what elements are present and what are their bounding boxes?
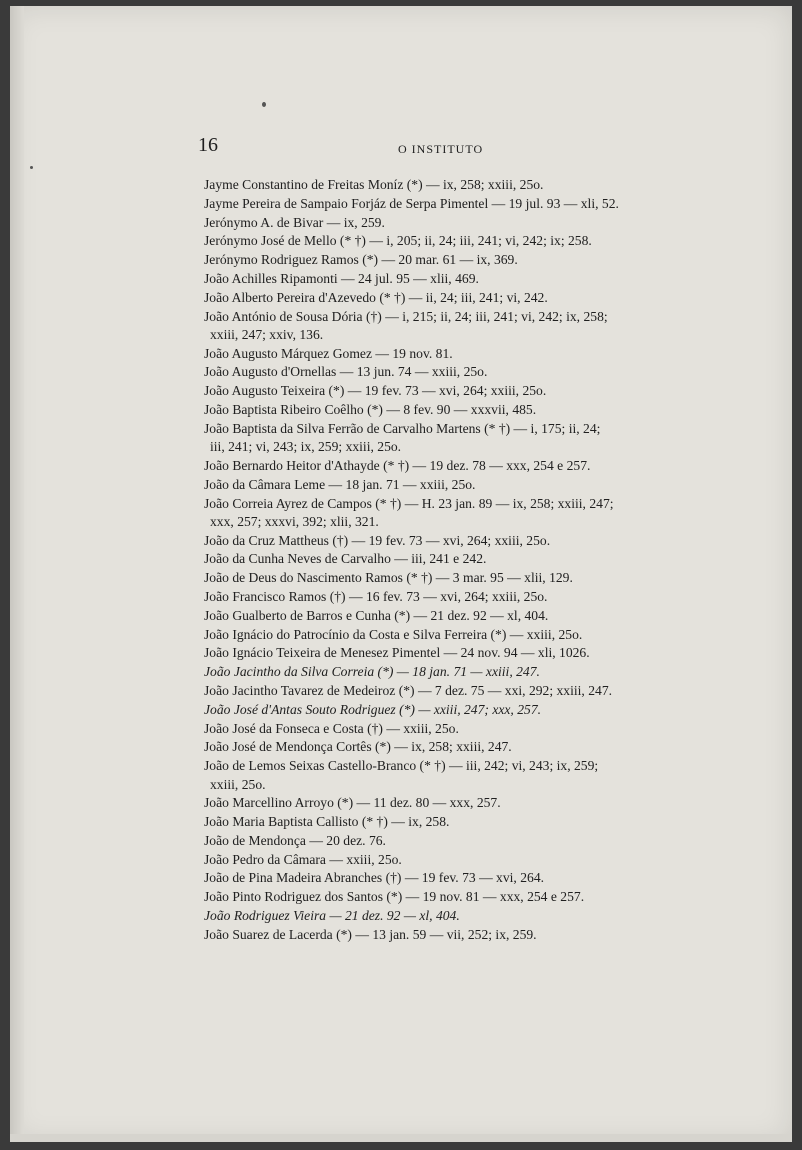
index-entry [204, 308, 694, 345]
index-entry [204, 550, 694, 568]
index-entry-text: Jerónymo A. de Bivar — ix, 259. [204, 214, 385, 230]
index-entry [204, 644, 694, 662]
index-entry-text: João José da Fonseca e Costa (†) — xxiii, 25o. [204, 720, 459, 736]
index-entry [204, 813, 694, 831]
index-entry [204, 195, 694, 213]
index-entry-list [204, 176, 694, 945]
index-entry-text: João Achilles Ripamonti — 24 jul. 95 — xlii, 469. [204, 270, 479, 286]
index-entry [204, 457, 694, 475]
index-entry-text: João José d'Antas Souto Rodriguez (*) — xxiii, 247; xxx, 257. [204, 701, 542, 717]
index-entry-text: João Rodriguez Vieira — 21 dez. 92 — xl, 404. [204, 908, 460, 924]
index-entry-text: João Augusto d'Ornellas — 13 jun. 74 — xxiii, 25o. [204, 364, 488, 380]
index-entry [204, 907, 694, 925]
running-head: O INSTITUTO [398, 142, 484, 156]
index-entry [204, 382, 694, 400]
index-entry-text: João Augusto Márquez Gomez — 19 nov. 81. [204, 345, 453, 361]
page-number: 16 [198, 134, 218, 156]
index-entry-text: João Maria Baptista Callisto (* †) — ix, 258. [204, 814, 450, 830]
index-entry [204, 794, 694, 812]
index-entry-text: Jerónymo José de Mello (* †) — i, 205; ii, 24; iii, 241; vi, 242; ix; 258. [204, 233, 592, 249]
index-entry [204, 232, 694, 250]
index-entry-text: João Jacintho da Silva Correia (*) — 18 jan. 71 — xxiii, 247. [204, 664, 540, 680]
index-entry [204, 420, 694, 457]
index-entry-continuation: xxx, 257; xxxvi, 392; xlii, 321. [210, 513, 379, 529]
index-entry [204, 888, 694, 906]
index-entry [204, 345, 694, 363]
index-entry-continuation: xxiii, 247; xxiv, 136. [210, 326, 324, 342]
index-entry [204, 720, 694, 738]
index-entry [204, 289, 694, 307]
index-entry-text: João Baptista Ribeiro Coêlho (*) — 8 fev. 90 — xxxvii, 485. [204, 402, 537, 418]
index-entry-text: João Augusto Teixeira (*) — 19 fev. 73 — xvi, 264; xxiii, 25o. [204, 383, 547, 399]
index-entry [204, 926, 694, 944]
index-entry [204, 757, 694, 794]
index-entry [204, 663, 694, 681]
index-entry [204, 832, 694, 850]
index-entry-text: João Jacintho Tavarez de Medeiroz (*) — 7 dez. 75 — xxi, 292; xxiii, 247. [204, 683, 613, 699]
page-bottom-edge [10, 1134, 792, 1142]
index-entry-text: Jayme Pereira de Sampaio Forjáz de Serpa Pimentel — 19 jul. 93 — xli, 52. [204, 195, 619, 211]
index-entry-text: João Correia Ayrez de Campos (* †) — H. 23 jan. 89 — ix, 258; xxiii, 247; [204, 495, 614, 511]
index-entry-continuation: xxiii, 25o. [210, 776, 266, 792]
index-entry [204, 214, 694, 232]
index-entry [204, 495, 694, 532]
index-entry [204, 476, 694, 494]
index-entry [204, 569, 694, 587]
page-edge [10, 6, 24, 1142]
index-entry [204, 270, 694, 288]
index-entry-text: João Marcellino Arroyo (*) — 11 dez. 80 — xxx, 257. [204, 795, 501, 811]
index-entry-text: João António de Sousa Dória (†) — i, 215; ii, 24; iii, 241; vi, 242; ix, 258; [204, 308, 608, 324]
index-entry-text: João Suarez de Lacerda (*) — 13 jan. 59 — vii, 252; ix, 259. [204, 926, 537, 942]
index-entry-text: João José de Mendonça Cortês (*) — ix, 258; xxiii, 247. [204, 739, 512, 755]
index-entry-text: João Gualberto de Barros e Cunha (*) — 21 dez. 92 — xl, 404. [204, 607, 549, 623]
index-entry-text: João de Lemos Seixas Castello-Branco (* †) — iii, 242; vi, 243; ix, 259; [204, 758, 599, 774]
index-entry-text: João Alberto Pereira d'Azevedo (* †) — ii, 24; iii, 241; vi, 242. [204, 289, 548, 305]
index-entry-text: João Bernardo Heitor d'Athayde (* †) — 19 dez. 78 — xxx, 254 e 257. [204, 457, 591, 473]
index-entry-text: Jerónymo Rodriguez Ramos (*) — 20 mar. 61 — ix, 369. [204, 252, 518, 268]
index-entry [204, 532, 694, 550]
index-entry [204, 626, 694, 644]
index-entry-text: João de Mendonça — 20 dez. 76. [204, 832, 386, 848]
paper-speck [262, 102, 266, 107]
index-entry [204, 588, 694, 606]
index-entry [204, 176, 694, 194]
document-page [10, 6, 792, 1142]
index-entry-text: Jayme Constantino de Freitas Moníz (*) — ix, 258; xxiii, 25o. [204, 177, 544, 192]
index-entry-text: João Pinto Rodriguez dos Santos (*) — 19 nov. 81 — xxx, 254 e 257. [204, 889, 585, 905]
index-entry-text: João de Deus do Nascimento Ramos (* †) — 3 mar. 95 — xlii, 129. [204, 570, 573, 586]
index-entry-text: João Francisco Ramos (†) — 16 fev. 73 — xvi, 264; xxiii, 25o. [204, 589, 548, 605]
index-entry-text: João Ignácio do Patrocínio da Costa e Silva Ferreira (*) — xxiii, 25o. [204, 626, 583, 642]
index-entry-text: João da Cunha Neves de Carvalho — iii, 241 e 242. [204, 551, 487, 567]
index-entry-continuation: iii, 241; vi, 243; ix, 259; xxiii, 25o. [210, 439, 402, 455]
index-entry [204, 701, 694, 719]
index-entry [204, 251, 694, 269]
paper-speck [30, 166, 33, 169]
index-entry [204, 607, 694, 625]
index-entry [204, 738, 694, 756]
index-entry [204, 363, 694, 381]
index-entry-text: João da Câmara Leme — 18 jan. 71 — xxiii, 25o. [204, 476, 476, 492]
index-entry-text: João Pedro da Câmara — xxiii, 25o. [204, 851, 402, 867]
index-entry [204, 851, 694, 869]
index-entry-text: João Ignácio Teixeira de Menesez Pimentel — 24 nov. 94 — xli, 1026. [204, 645, 590, 661]
index-entry [204, 869, 694, 887]
index-entry-text: João da Cruz Mattheus (†) — 19 fev. 73 — xvi, 264; xxiii, 25o. [204, 532, 551, 548]
index-entry-text: João Baptista da Silva Ferrão de Carvalho Martens (* †) — i, 175; ii, 24; [204, 420, 601, 436]
index-entry [204, 401, 694, 419]
index-entry [204, 682, 694, 700]
index-entry-text: João de Pina Madeira Abranches (†) — 19 fev. 73 — xvi, 264. [204, 870, 545, 886]
